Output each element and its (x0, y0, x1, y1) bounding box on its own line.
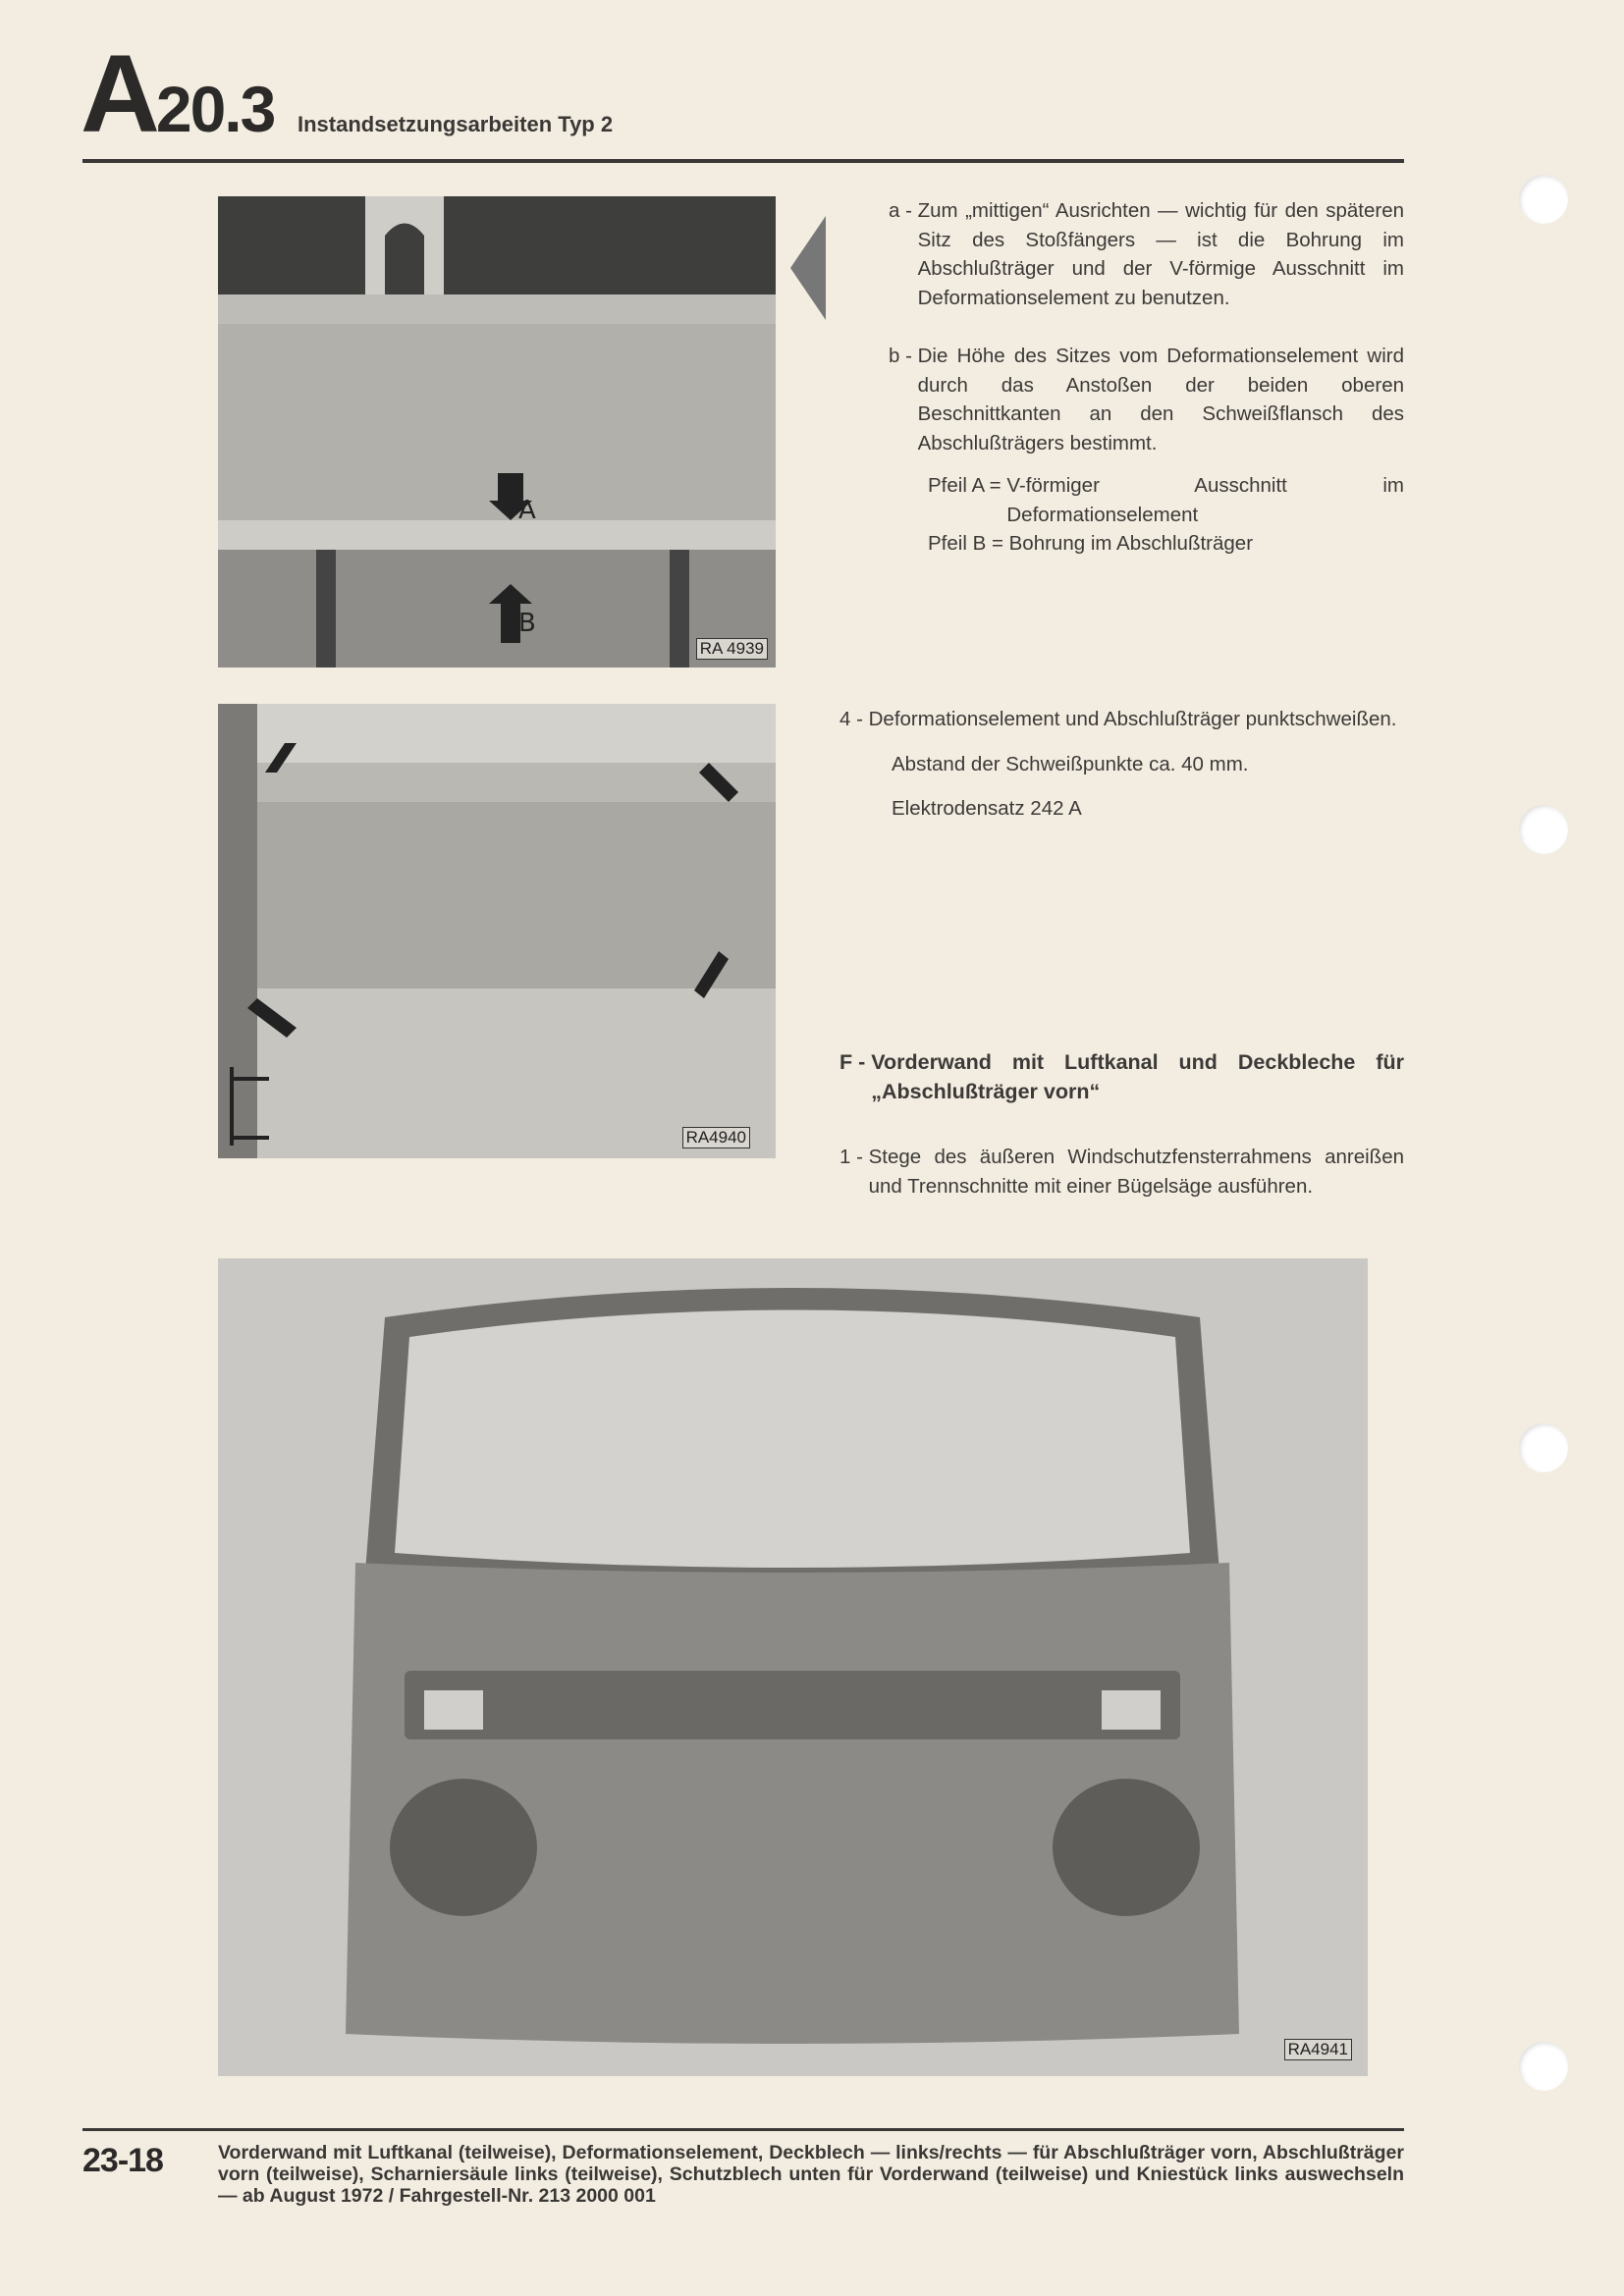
section-number (81, 32, 275, 155)
figure-label: RA4940 (682, 1127, 750, 1148)
figure-label: RA4941 (1284, 2039, 1352, 2060)
section-label: F - (839, 1050, 872, 1074)
arrow-b-label: B (518, 609, 536, 638)
step-4 (839, 705, 1404, 824)
legend-label: Pfeil A = (928, 474, 1007, 497)
step-label: 4 - (839, 708, 869, 730)
step-text: Die Höhe des Sitzes vom Deformationselement wird durch das Anstoßen der beiden oberen Beschnittkanten an den Schweißflansch des Abschlußträgers bestimmt. (917, 345, 1404, 454)
photo-ra4939 (218, 196, 776, 667)
section-text: Vorderwand mit Luftkanal und Deckbleche für „Abschlußträger vorn“ (871, 1050, 1404, 1103)
photo-ra4941 (218, 1258, 1368, 2076)
photo-ra4941-image (218, 1258, 1368, 2076)
arrow-a-label: A (518, 496, 536, 525)
punch-hole (1519, 805, 1568, 854)
punch-hole (1519, 2042, 1568, 2091)
punch-hole (1519, 1423, 1568, 1472)
legend-text: Bohrung im Abschlußträger (1008, 532, 1254, 555)
step-label: b - (889, 345, 918, 367)
step-text: Deformationselement und Abschlußträger punktschweißen. (868, 708, 1397, 730)
footer-rule (82, 2128, 1404, 2131)
arrow-a-legend (889, 471, 1404, 529)
step-text: Zum „mittigen“ Ausrichten — wichtig für den späteren Sitz des Stoßfängers — ist die Bohrung im Abschlußträger und der V-förmige Ausschnitt im Deformationselement zu benutzen. (917, 199, 1404, 309)
punch-hole (1519, 175, 1568, 224)
page-marker-triangle-icon (790, 216, 826, 320)
section-letter: A (81, 32, 156, 155)
step-label: 1 - (839, 1146, 869, 1168)
photo-ra4940 (218, 704, 776, 1158)
step-note: Abstand der Schweißpunkte ca. 40 mm. (892, 752, 1249, 775)
section-num: 20.3 (155, 73, 275, 145)
header-rule (82, 159, 1404, 163)
step-label: a - (889, 199, 918, 222)
legend-text: V-förmiger Ausschnitt im Deformationselement (1006, 474, 1404, 526)
section-f-heading (839, 1048, 1404, 1106)
photo-ra4940-image (218, 704, 776, 1158)
photo-ra4939-image (218, 196, 776, 667)
step-text: Stege des äußeren Windschutzfensterrahmens anreißen und Trennschnitte mit einer Bügelsäge ausführen. (868, 1146, 1404, 1198)
legend-label: Pfeil B = (928, 532, 1009, 555)
footer-description: Vorderwand mit Luftkanal (teilweise), Deformationselement, Deckblech — links/rechts — für Abschlußträger vorn, Abschlußträger vorn (teilweise), Scharniersäule links (teilweise), Schutzblech unten für Vorderwand (teilweise) und Kniestück links auswechseln — ab August 1972 / Fahrgestell-Nr. 213 2000 001 (218, 2142, 1404, 2207)
step-a (889, 196, 1404, 312)
page-number: 23-18 (82, 2142, 163, 2179)
arrow-b-legend (889, 529, 1404, 559)
step-1 (839, 1143, 1404, 1201)
step-b (889, 342, 1404, 457)
step-note: Elektrodensatz 242 A (892, 797, 1082, 820)
text-column (889, 196, 1404, 559)
page-title: Instandsetzungsarbeiten Typ 2 (298, 112, 614, 136)
figure-label: RA 4939 (696, 638, 768, 660)
